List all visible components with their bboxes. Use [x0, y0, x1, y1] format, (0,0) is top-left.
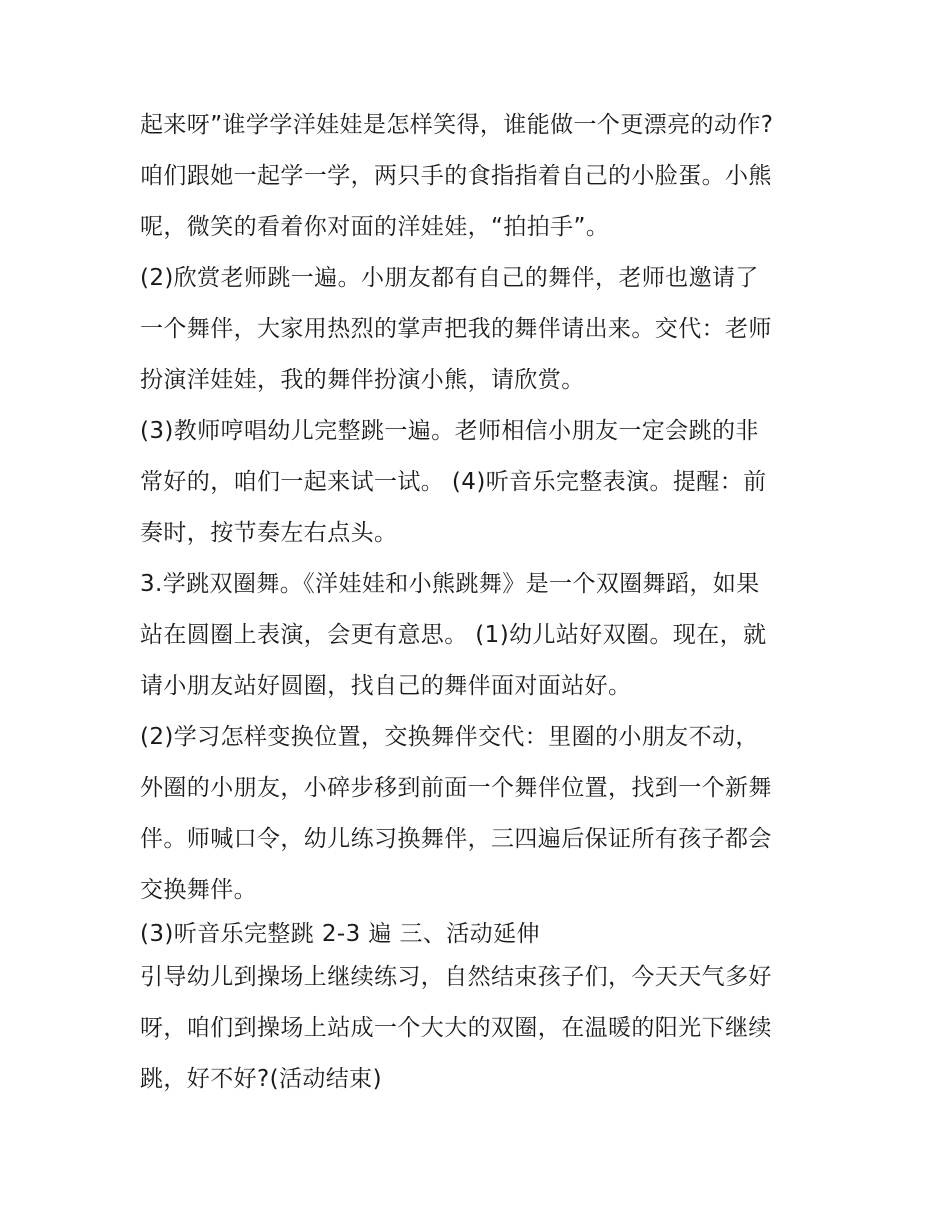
text-line: 跳，好不好?(活动结束) [140, 1066, 382, 1092]
text-line: 常好的，咱们一起来试一试。 (4)听音乐完整表演。提醒：前 [140, 469, 767, 495]
text-line: 起来呀”谁学学洋娃娃是怎样笑得，谁能做一个更漂亮的动作? [140, 112, 774, 138]
text-line: 一个舞伴，大家用热烈的掌声把我的舞伴请出来。交代：老师 [140, 316, 772, 342]
text-line: 站在圆圈上表演，会更有意思。 (1)幼儿站好双圈。现在，就 [140, 622, 767, 648]
text-line: 外圈的小朋友，小碎步移到前面一个舞伴位置，找到一个新舞 [140, 775, 772, 801]
text-line: 伴。师喊口令，幼儿练习换舞伴，三四遍后保证所有孩子都会 [140, 826, 772, 852]
text-line: (2)欣赏老师跳一遍。小朋友都有自己的舞伴，老师也邀请了 [140, 265, 759, 291]
text-line: (3)教师哼唱幼儿完整跳一遍。老师相信小朋友一定会跳的非 [140, 418, 759, 444]
text-line: 呀，咱们到操场上站成一个大大的双圈，在温暖的阳光下继续 [140, 1015, 772, 1041]
text-line: (2)学习怎样变换位置，交换舞伴交代：里圈的小朋友不动， [140, 724, 759, 750]
text-line: (3)听音乐完整跳 2-3 遍 三、活动延伸 [140, 921, 540, 947]
document-body [140, 100, 820, 1105]
text-line: 交换舞伴。 [140, 877, 257, 903]
text-line: 奏时，按节奏左右点头。 [140, 520, 398, 546]
text-line: 扮演洋娃娃，我的舞伴扮演小熊，请欣赏。 [140, 367, 585, 393]
text-line: 咱们跟她一起学一学，两只手的食指指着自己的小脸蛋。小熊 [140, 163, 772, 189]
text-line: 请小朋友站好圆圈，找自己的舞伴面对面站好。 [140, 673, 632, 699]
text-line: 3.学跳双圈舞。《洋娃娃和小熊跳舞》是一个双圈舞蹈，如果 [140, 571, 760, 597]
text-line: 呢，微笑的看着你对面的洋娃娃，“拍拍手”。 [140, 214, 610, 240]
text-line: 引导幼儿到操场上继续练习，自然结束孩子们，今天天气多好 [140, 964, 772, 990]
